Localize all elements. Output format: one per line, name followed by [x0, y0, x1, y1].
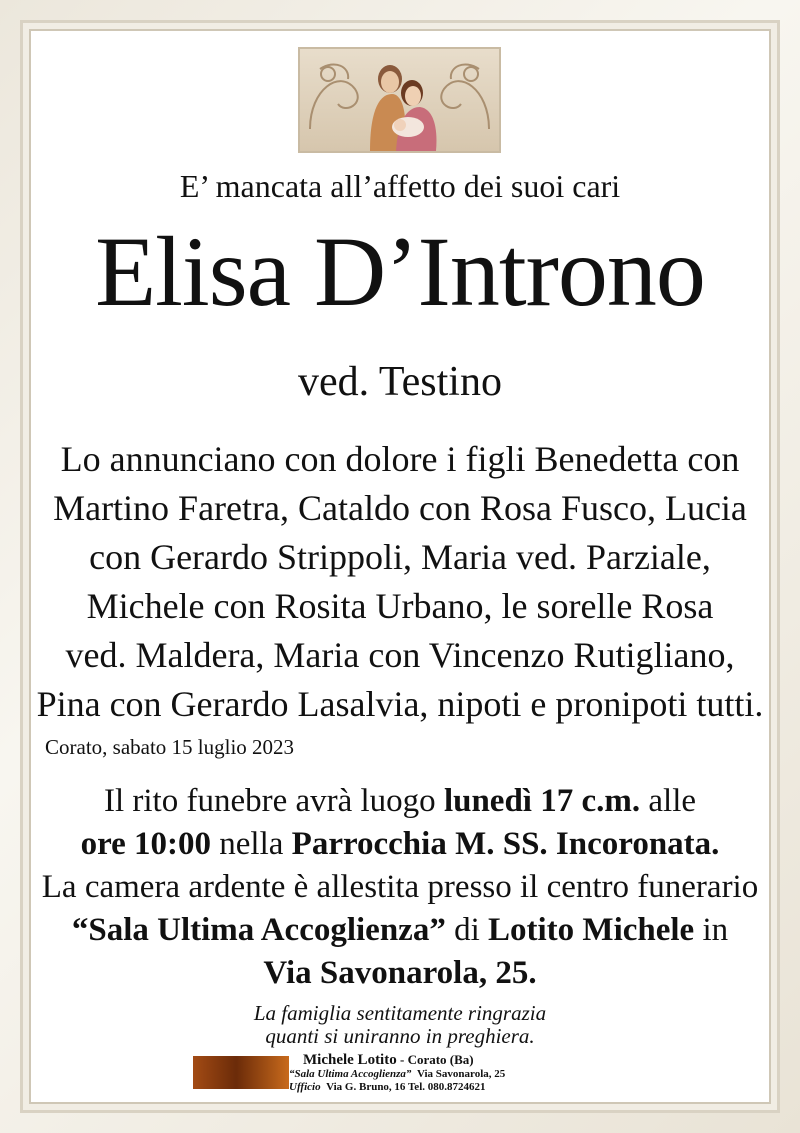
rite-text: di [445, 912, 489, 948]
company-city: - Corato (Ba) [396, 1052, 474, 1067]
rite-text: Il rito funebre avrà luogo [103, 783, 444, 819]
rite-time: ore 10:00 [80, 826, 212, 862]
rite-text: nella [211, 826, 292, 862]
office-address: Via G. Bruno, 16 Tel. 080.8724621 [326, 1081, 486, 1093]
funeral-home-footer [193, 1052, 613, 1092]
body-line: con Gerardo Strippoli, Maria ved. Parziale, [89, 537, 711, 577]
hall-address: Via Savonarola, 25 [416, 1068, 506, 1080]
rite-church: Parrocchia M. SS. Incoronata. [291, 826, 720, 862]
rite-line-4 [0, 914, 800, 947]
rite-line-2 [0, 828, 800, 861]
body-line: Lo annunciano con dolore i figli Benedetta con [60, 439, 740, 479]
company-line [303, 1052, 474, 1069]
office-line [289, 1081, 486, 1093]
intro-text: E’ mancata all’affetto dei suoi cari [179, 168, 621, 204]
hall-line [289, 1068, 505, 1080]
rite-line-3: La camera ardente è allestita presso il centro funerario [41, 869, 759, 905]
funeral-hall-address: Via Savonarola, 25. [263, 955, 537, 991]
body-line: ved. Maldera, Maria con Vincenzo Rutigliano, [65, 635, 735, 675]
rite-text: in [694, 912, 729, 948]
body-line: Michele con Rosita Urbano, le sorelle Rosa [86, 586, 714, 626]
thanks-line-1: La famiglia sentitamente ringrazia [253, 1001, 547, 1025]
deceased-name: Elisa D’Introno [95, 216, 705, 327]
rite-text: alle [640, 783, 697, 819]
funeral-hall-name: “Sala Ultima Accoglienza” [71, 912, 446, 948]
holy-family-image [298, 47, 501, 153]
announcement-date: Corato, sabato 15 luglio 2023 [45, 735, 295, 759]
rite-date: lunedì 17 c.m. [443, 783, 641, 819]
company-name: Michele Lotito [303, 1052, 397, 1068]
body-line: Martino Faretra, Cataldo con Rosa Fusco, Lucia [53, 488, 747, 528]
thanks-line-2: quanti si uniranno in preghiera. [265, 1024, 535, 1048]
funeral-director: Lotito Michele [488, 912, 695, 948]
widow-of: ved. Testino [298, 359, 502, 405]
rite-line-1 [0, 785, 800, 818]
body-line: Pina con Gerardo Lasalvia, nipoti e pronipoti tutti. [36, 684, 764, 724]
hall-name: “Sala Ultima Accoglienza” [289, 1068, 412, 1080]
funeral-home-logo [193, 1056, 289, 1089]
office-label: Ufficio [289, 1081, 321, 1093]
rite-line-5 [0, 957, 800, 990]
